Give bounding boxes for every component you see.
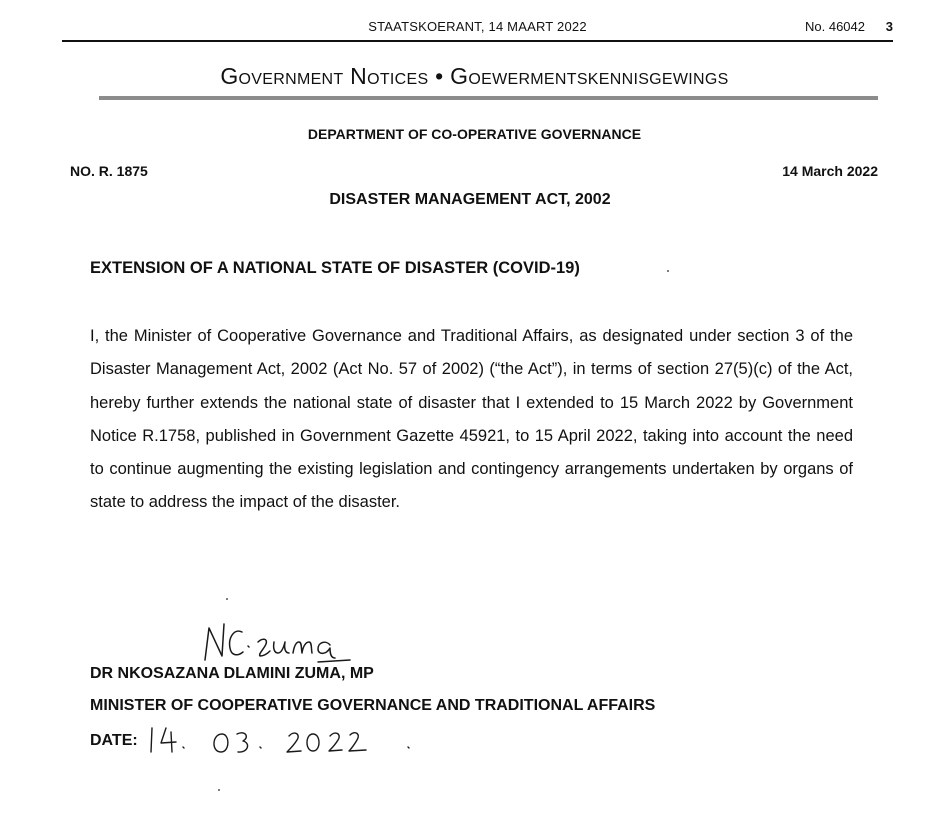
gazette-header [62, 14, 893, 42]
signatory-title: MINISTER OF COOPERATIVE GOVERNANCE AND TRADITIONAL AFFAIRS [90, 697, 656, 714]
stray-dot [218, 789, 220, 791]
date-label: DATE: [90, 732, 138, 749]
notice-body: I, the Minister of Cooperative Governance and Traditional Affairs, as designated under section 3 of the Disaster Management Act, 2002 (Act No. 57 of 2002) (“the Act”), in terms of section 27(5)(c) of the Act, hereby further extends the national state of disaster that I extended to 15 March 2022 by Government Notice R.1758, published in Government Gazette 45921, to 15 April 2022, taking into account the need to continue augmenting the existing legislation and contingency arrangements undertaken by organs of state to address the impact of the disaster. [90, 327, 853, 512]
gazette-number: No. 46042 [805, 19, 865, 34]
handwritten-signature [200, 618, 380, 666]
notices-divider [99, 96, 878, 100]
page-number: 3 [885, 19, 893, 34]
department-name: DEPARTMENT OF CO-OPERATIVE GOVERNANCE [307, 126, 642, 142]
act-title: DISASTER MANAGEMENT ACT, 2002 [329, 191, 611, 208]
notice-number: NO. R. 1875 [70, 163, 148, 179]
notice-date: 14 March 2022 [782, 163, 878, 179]
gazette-title: STAATSKOERANT, 14 MAART 2022 [368, 19, 587, 34]
stray-dot [226, 598, 228, 600]
stray-dot [667, 270, 669, 272]
handwritten-date [150, 720, 420, 758]
signatory-name: DR NKOSAZANA DLAMINI ZUMA, MP [90, 665, 374, 682]
notice-title: EXTENSION OF A NATIONAL STATE OF DISASTER (COVID-19) [90, 259, 580, 277]
notices-heading: Government Notices • Goewermentskennisgewings [220, 63, 729, 89]
